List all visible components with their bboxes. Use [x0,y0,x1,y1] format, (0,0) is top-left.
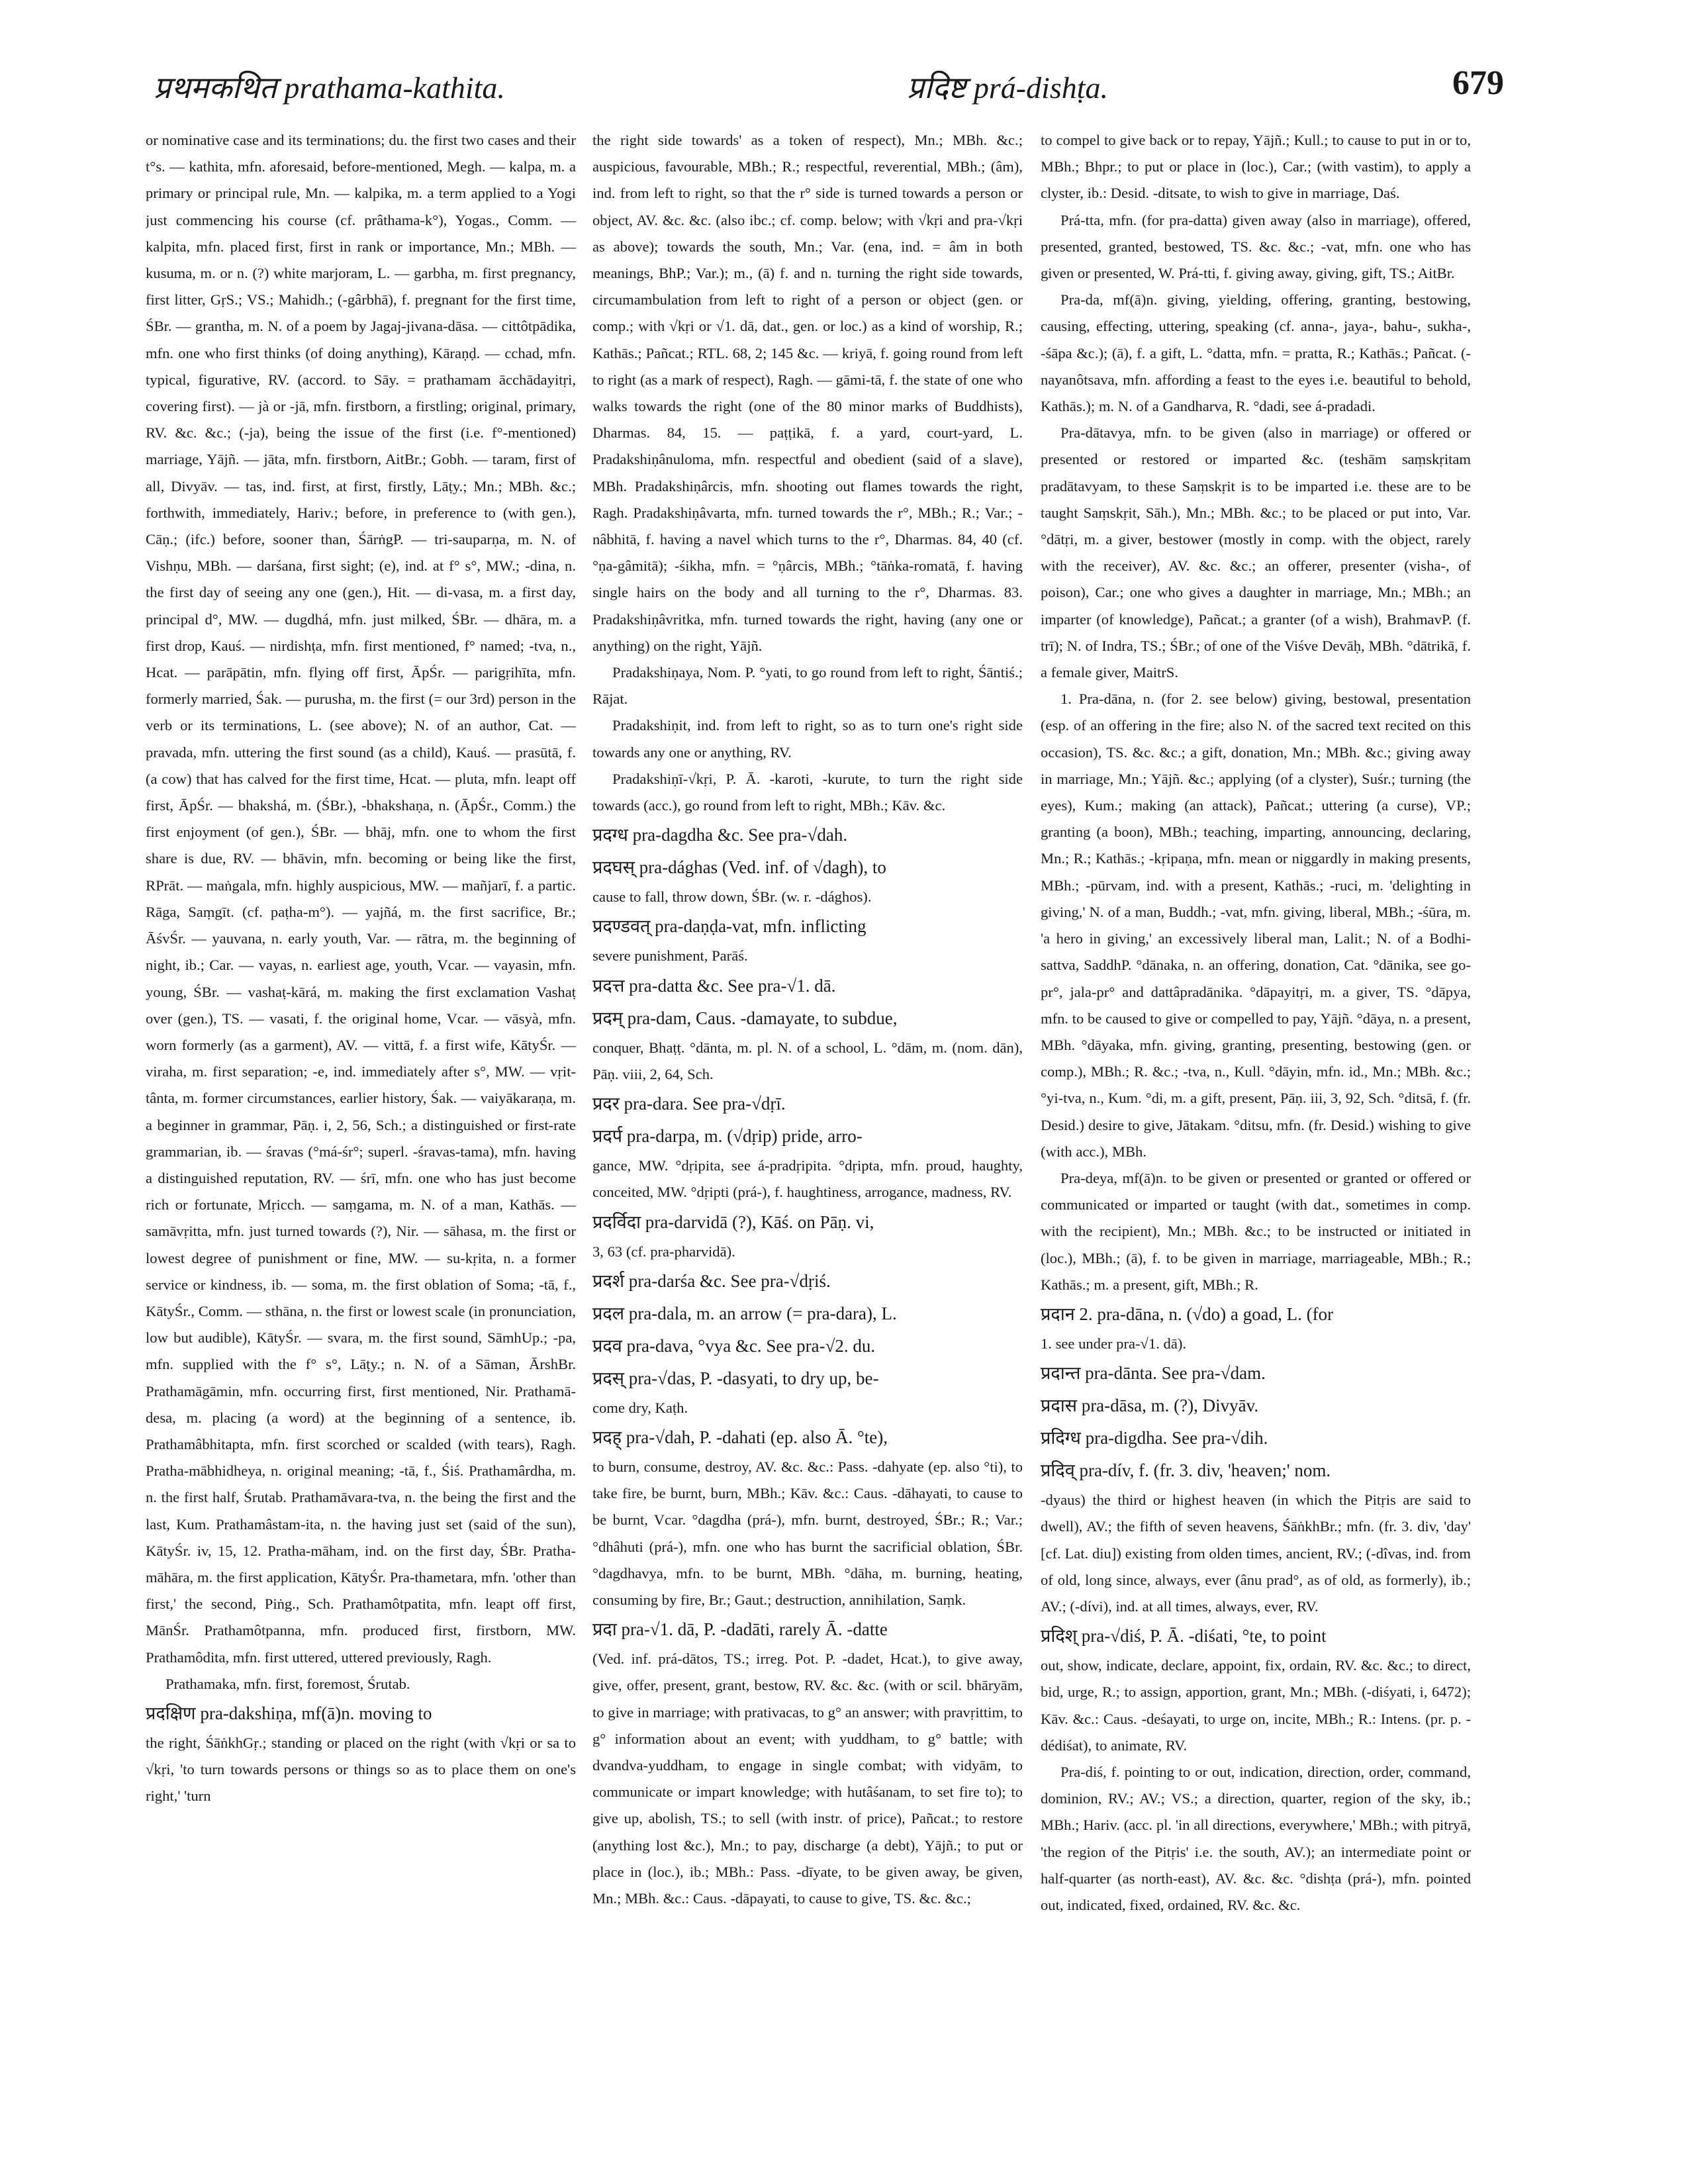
dictionary-entry-paragraph: प्रदर pra-dara. See pra-√dṛī. [592,1094,786,1114]
dictionary-entry-paragraph: come dry, Kaṭh. [592,1399,688,1416]
dictionary-entry-paragraph: प्रदव pra-dava, °vya &c. See pra-√2. du. [592,1335,876,1356]
dictionary-entry-paragraph: Pradakshiṇit, ind. from left to right, so as to turn one's right side towards any one or anything, RV. [592,717,1023,761]
dictionary-entry-paragraph: the right side towards' as a token of respect), Mn.; MBh. &c.; auspicious, favourable, MBh.; R.; respectful, reverential, MBh.; (âm), ind. from left to right, so that the r° side is turned towards a person or object, AV. &c. &c. (also ibc.; cf. comp. below; with √kṛi and pra-√kṛi as above); towards the south, Mn.; Var. (ena, ind. = âm in both meanings, BhP.; Var.); m., (ā) f. and n. turning the right side towards, circumambulation from left to right of a person or object (gen. or comp.; with √kṛi or √1. dā, dat., gen. or loc.) as a kind of worship, R.; Kathās.; Pañcat.; RTL. 68, 2; 145 &c. — kriyā, f. going round from left to right (as a mark of respect), Ragh. — gāmi-tā, f. the state of one who walks towards the right (one of the 80 minor marks of Buddhists), Dharmas. 84, 15. — paṭṭikā, f. a yard, court-yard, L. Pradakshiṇânuloma, mfn. respectful and obedient (said of a slave), MBh. Pradakshiṇârcis, mfn. shooting out flames towards the right, Ragh. Pradakshiṇâvarta, mfn. turned towards the r°, MBh.; R.; Var.; -nâbhitā, f. having a navel which turns to the r°, Dharmas. 84, 40 (cf. °ṇa-gâmitā); -śikha, mfn. = °ṇârcis, MBh.; °tāṅka-romatā, f. having single hairs on the body and all turning to the r°, Dharmas. 83. Pradakshiṇâvritka, mfn. turned towards the right, having (any one or anything) on the right, Yājñ. [592,132,1023,654]
dictionary-entry-paragraph: (Ved. inf. prá-dātos, TS.; irreg. Pot. P. -dadet, Hcat.), to give away, give, offer, present, grant, bestow, RV. &c. &c. (with or scil. bhāryām, to give in marriage; with prativacas, to g° an answer; with pravṛittim, to g° information about an event; with yuddham, to g° battle; with dvandva-yuddham, to engage in single combat; with vidyām, to communicate or impart knowledge; with hutâśanam, to set fire to); to give up, abolish, TS.; to sell (with instr. of price), Pañcat.; to restore (anything lost &c.), Mn.; to pay, discharge (a debt), Yājñ.; to put or place in (loc.), ib.; MBh.: Pass. -dīyate, to be given away, be given, Mn.; MBh. &c.: Caus. -dāpayati, to cause to give, TS. &c. &c.; [592,1650,1023,1907]
dictionary-entry-paragraph: प्रदह् pra-√dah, P. -dahati (ep. also Ā. °te), [592,1427,888,1447]
dictionary-entry-paragraph: Pra-deya, mf(ā)n. to be given or presented or granted or offered or communicated or imparted or taught (with dat., sometimes in comp. with the recipient), Mn.; MBh. &c.; to be instructed or initiated in (loc.), MBh.; (ā), f. to be given in marriage, marriageable, MBh.; R.; Kathās.; m. a present, gift, MBh.; R. [1041,1169,1471,1293]
dictionary-entry-paragraph: Pra-dātavya, mfn. to be given (also in marriage) or offered or presented or restored or imparted &c. (teshām saṃskṛitam pradātavyam, to these Saṃskṛit is to be imparted i.e. these are to be taught Saṃskṛit, Sāh.), Mn.; MBh. &c.; to be placed or put into, Var. °dātṛi, m. a giver, bestower (mostly in comp. with the object, rarely with the receiver), AV. &c. &c.; an offerer, presenter (visha-, of poison), Car.; one who gives a daughter in marriage, Mn.; MBh.; an imparter (of knowledge), Pañcat.; a granter (of a wish), BrahmavP. (f. trī); N. of Indra, TS.; ŚBr.; of one of the Viśve Devāḥ, MBh. °dātrikā, f. a female giver, MaitrS. [1041,424,1471,681]
dictionary-entry-paragraph: or nominative case and its terminations; du. the first two cases and their t°s. — kathita, mfn. aforesaid, before-mentioned, Megh. — kalpa, m. a primary or principal rule, Mn. — kalpika, m. a term applied to a Yogi just commencing his course (cf. prâthama-k°), Yogas., Comm. — kalpita, mfn. placed first, first in rank or importance, Mn.; MBh. — kusuma, m. or n. (?) white marjoram, L. — garbha, m. first pregnancy, first litter, GṛS.; VS.; Mahidh.; (-gârbhā), f. pregnant for the first time, ŚBr. — grantha, m. N. of a poem by Jagaj-jivana-dāsa. — cittôtpādika, mfn. one who first thinks (of doing anything), Kāraṇḍ. — cchad, mfn. typical, figurative, RV. (accord. to Sāy. = prathamam ācchādayitṛi, covering first). — jà or -jā, mfn. firstborn, a firstling; original, primary, RV. &c. &c.; (-ja), being the issue of the first (i.e. f°-mentioned) marriage, Yājñ. — jāta, mfn. firstborn, AitBr.; Gobh. — taram, first of all, Divyāv. — tas, ind. first, at first, firstly, Lāṭy.; Mn.; MBh. &c.; forthwith, immediately, Hariv.; before, in preference to (with gen.), Cāṇ.; (ifc.) before, sooner than, ŚārṅgP. — tri-sauparṇa, m. N. of Vishṇu, MBh. — darśana, first sight; (e), ind. at f° s°, MW.; -dina, n. the first day of seeing any one (gen.), Hit. — di-vasa, m. a first day, principal d°, MW. — dugdhá, mfn. just milked, ŚBr. — dhāra, m. a first drop, Kauś. — nirdishṭa, mfn. first mentioned, f° named; -tva, n., Hcat. — parāpātin, mfn. flying off first, ĀpŚr. — parigṛihīta, mfn. formerly married, Śak. — purusha, m. the first (= our 3rd) person in the verb or its terminations, L. (see above); N. of an author, Cat. — pravada, mfn. uttering the first sound (as a child), Kauś. — prasūtā, f. (a cow) that has calved for the first time, Hcat. — pluta, mfn. leapt off first, ĀpŚr. — bhakshá, m. (ŚBr.), -bhakshaṇa, n. (ĀpŚr., Comm.) the first enjoyment (of gen.), ŚBr. — bhāj, mfn. one to whom the first share is due, RV. — bhāvin, mfn. becoming or being like the first, RPrāt. — maṅgala, mfn. highly auspicious, MW. — mañjarī, f. a partic. Rāga, Saṃgīt. (cf. paṭha-m°). — yajñá, m. the first sacrifice, Br.; ĀśvŚr. — yauvana, n. early youth, Var. — rātra, m. the beginning of night, ib.; Car. — vayas, n. earliest age, youth, Vcar. — vayasin, mfn. young, ŚBr. — vashaṭ-kārá, m. making the first exclamation Vashaṭ over (gen.), TS. — vasati, f. the original home, Vcar. — vāsyà, mfn. worn formerly (as a garment), AV. — vittā, f. a first wife, KātyŚr. — viraha, m. first separation; -e, ind. immediately after s°, MW. — vṛit-tânta, m. former circumstances, earlier history, Śak. — vaiyākaraṇa, m. a beginner in grammar, Pāṇ. i, 2, 56, Sch.; a distinguished or first-rate grammarian, ib. — śravas (°má-śr°; superl. -śravas-tama), mfn. having a distinguished reputation, RV. — śrī, mfn. one who has just become rich or fortunate, Mṛicch. — saṃgama, m. N. of a man, Kathās. — samāvṛitta, mfn. just turned towards (?), Nir. — sāhasa, m. the first or lowest degree of punishment or fine, MW. — su-kṛita, n. a former service or kindness, ib. — soma, m. the first oblation of Soma; -tā, f., KātyŚr., Comm. — sthāna, n. the first or lowest scale (in pronunciation, low but audible), KātyŚr. — svara, m. the first sound, SāmhUp.; -pa, mfn. supplied with the f° s°, Lāṭy.; n. N. of a Sāman, ĀrshBr. Prathamāgāmin, mfn. occurring first, first mentioned, Nir. Prathamā-desa, m. placing (a word) at the beginning of a sentence, ib. Prathamâbhitapta, mfn. first scorched or scalded (with tears), Ragh. Pratha-mābhidheya, n. original meaning; -tā, f., Śiś. Prathamârdha, m. n. the first half, Śrutab. Prathamāvara-tva, n. the being the first and the last, Kum. Prathamâstam-ita, n. the having just set (said of the sun), KātyŚr. iv, 15, 12. Pratha-māham, ind. on the first day, ŚBr. Pratha-māhāra, m. the first application, KātyŚr. Pra-thametara, mfn. 'other than first,' the second, Piṅg., Sch. Prathamôtpatita, mfn. leapt off first, MānŚr. Prathamôtpanna, mfn. produced first, firstborn, MW. Prathamôdita, mfn. first uttered, uttered previously, Ragh. [146,132,576,1666]
dictionary-entry-paragraph: to burn, consume, destroy, AV. &c. &c.: Pass. -dahyate (ep. also °ti), to take fire, be burnt, burn, MBh.; Kāv. &c.: Caus. -dāhayati, to cause to be burnt, Vcar. °dagdha (prá-), mfn. burnt, destroyed, ŚBr.; R.; Var.; °dhâhuti (prá-), mfn. one who has burnt the sacrificial oblation, ŚBr. °dagdhavya, mfn. to be burnt, MBh. °dāha, m. burning, heating, consuming by fire, Br.; Gaut.; destruction, annihilation, Saṃk. [592,1458,1023,1608]
running-header [154,66,1504,119]
dictionary-entry-paragraph: प्रदिश् pra-√diś, P. Ā. -diśati, °te, to point [1041,1626,1327,1646]
dictionary-entry-paragraph: प्रदिग्ध pra-digdha. See pra-√dih. [1041,1428,1268,1448]
dictionary-entry-paragraph: प्रदम् pra-dam, Caus. -damayate, to subdue, [592,1008,898,1028]
dictionary-entry-paragraph: 3, 63 (cf. pra-pharvidā). [592,1243,735,1260]
dictionary-entry-paragraph: Pradakshiṇī-√kṛi, P. Ā. -karoti, -kurute, to turn the right side towards (acc.), go round from left to right, MBh.; Kāv. &c. [592,770,1023,814]
dictionary-entry-paragraph: -dyaus) the third or highest heaven (in which the Pitṛis are said to dwell), AV.; the fifth of seven heavens, ŚāṅkhBr.; mfn. (fr. 3. div, 'day' [cf. Lat. diu]) existing from olden times, ancient, RV.; (-dîvas, ind. from of old, long since, always, ever (ânu prad°, as of old, as formerly), ib.; AV.; (-dívi), ind. at all times, always, ever, RV. [1041,1492,1471,1615]
dictionary-entry-paragraph: प्रदर्विदा pra-darvidā (?), Kāś. on Pāṇ. vi, [592,1211,874,1232]
page-number: 679 [1452,64,1504,102]
dictionary-entry-paragraph: Pra-diś, f. pointing to or out, indication, direction, order, command, dominion, RV.; AV.; VS.; a direction, quarter, region of the sky, ib.; MBh.; Hariv. (acc. pl. 'in all directions, everywhere,' MBh.; with pitryā, 'the region of the Pitṛis' i.e. the south, AV.); an intermediate point or half-quarter (as north-east), AV. &c. &c. °dishṭa (prá-), mfn. pointed out, indicated, fixed, ordained, RV. &c. &c. [1041,1763,1471,1913]
column-right [1041,127,1471,2140]
dictionary-entry-paragraph: to compel to give back or to repay, Yājñ.; Kull.; to cause to put in or to, MBh.; Bhpr.; to put or place in (loc.), Car.; (with vastim), to apply a clyster, ib.: Desid. -ditsate, to wish to give in marriage, Daś. [1041,132,1471,202]
dictionary-entry-paragraph: out, show, indicate, declare, appoint, fix, ordain, RV. &c. &c.; to direct, bid, urge, R.; to assign, apportion, grant, Mn.; MBh. (-diśyati, i, 6472); Kāv. &c.: Caus. -deśayati, to urge on, incite, MBh.; R.: Intens. (pr. p. -dédiśat), to animate, RV. [1041,1657,1471,1754]
dictionary-entry-paragraph: प्रदर्प pra-darpa, m. (√dṛip) pride, arro- [592,1126,863,1147]
dictionary-entry-paragraph: प्रदल pra-dala, m. an arrow (= pra-dara), L. [592,1303,897,1323]
dictionary-entry-paragraph: प्रदघस् pra-dághas (Ved. inf. of √dagh), to [592,857,886,878]
header-left-headword: प्रथमकथित prathama-kathita. [154,71,505,105]
dictionary-entry-paragraph: प्रदिव् pra-dív, f. (fr. 3. div, 'heaven;' nom. [1041,1460,1331,1481]
dictionary-entry-paragraph: 1. Pra-dāna, n. (for 2. see below) giving, bestowal, presentation (esp. of an offering in the fire; also N. of the sacred text recited on this occasion), TS. &c. &c.; a gift, donation, Mn.; MBh. &c.; giving away in marriage, Mn.; Yājñ. &c.; applying (of a clyster), Suśr.; turning (the eyes), Kum.; making (an attack), Pañcat.; uttering (a curse), VP.; granting (a boon), MBh.; teaching, imparting, announcing, declaring, Mn.; R.; Kathās.; -kṛipaṇa, mfn. mean or niggardly in making presents, MBh.; -pūrvam, ind. with a present, Kathās.; -ruci, m. 'delighting in giving,' N. of a man, Buddh.; -vat, mfn. giving, liberal, MBh.; -śūra, m. 'a hero in giving,' an excessively liberal man, Lalit.; N. of a Bodhi-sattva, SaddhP. °dānaka, n. an offering, donation, Cat. °dānika, see go-pr°, jala-pr° and dattâpradānika. °dāpayitṛi, m. a giver, TS. °dāpya, mfn. to be caused to give or compelled to pay, Yājñ. °dāya, n. a present, MBh. °dāyaka, mfn. giving, granting, presenting, bestowing (gen. or comp.), MBh.; R. &c.; -tva, n., Kull. °dāyin, mfn. id., Mn.; MBh. &c.; °yi-tva, n., Kum. °di, m. a gift, present, Pāṇ. iii, 3, 92, Sch. °ditsā, f. (fr. Desid.) desire to give, Jātakam. °ditsu, mfn. (fr. Desid.) wishing to give (with acc.), MBh. [1041,690,1471,1160]
dictionary-entry-paragraph: प्रदर्श pra-darśa &c. See pra-√dṛiś. [592,1270,831,1291]
dictionary-entry-paragraph: प्रदान 2. pra-dāna, n. (√do) a goad, L. (for [1041,1304,1334,1324]
dictionary-entry-paragraph: severe punishment, Parāś. [592,947,748,965]
dictionary-entry-paragraph: gance, MW. °dṛipita, see á-pradṛipita. °dṛipta, mfn. proud, haughty, conceited, MW. °dṛipti (prá-), f. haughtiness, arrogance, madness, RV. [592,1157,1023,1201]
header-center-headword: प्रदिष्ट prá-dishṭa. [907,71,1109,105]
dictionary-entry-paragraph: प्रदक्षिण pra-dakshiṇa, mf(ā)n. moving to [146,1703,432,1723]
column-left [146,127,576,2140]
dictionary-entry-paragraph: प्रदग्ध pra-dagdha &c. See pra-√dah. [592,825,848,845]
dictionary-entry-paragraph: प्रदास pra-dāsa, m. (?), Divyāv. [1041,1396,1259,1416]
dictionary-entry-paragraph: conquer, Bhaṭṭ. °dānta, m. pl. N. of a school, L. °dām, m. (nom. dān), Pāṇ. viii, 2, 64, Sch. [592,1039,1023,1082]
dictionary-entry-paragraph: प्रदान्त pra-dānta. See pra-√dam. [1041,1363,1266,1384]
dictionary-entry-paragraph: Prathamaka, mfn. first, foremost, Śrutab. [165,1675,410,1692]
dictionary-entry-paragraph: Prá-tta, mfn. (for pra-datta) given away (also in marriage), offered, presented, granted, bestowed, TS. &c. &c.; -vat, mfn. one who has given or presented, W. Prá-tti, f. giving away, giving, gift, TS.; AitBr. [1041,211,1471,282]
dictionary-entry-paragraph: Pradakshiṇaya, Nom. P. °yati, to go round from left to right, Śāntiś.; Rājat. [592,664,1023,708]
dictionary-entry-paragraph: प्रदस् pra-√das, P. -dasyati, to dry up, be- [592,1368,879,1388]
dictionary-entry-paragraph: cause to fall, throw down, ŚBr. (w. r. -dághos). [592,888,872,906]
dictionary-entry-paragraph: 1. see under pra-√1. dā). [1041,1335,1187,1352]
dictionary-entry-paragraph: प्रदा pra-√1. dā, P. -dadāti, rarely Ā. -datte [592,1619,888,1640]
dictionary-entry-paragraph: प्रदत्त pra-datta &c. See pra-√1. dā. [592,975,836,996]
dictionary-entry-paragraph: the right, ŚāṅkhGṛ.; standing or placed on the right (with √kṛi or sa to √kṛi, 'to turn towards persons or things so as to place them on one's right,' 'turn [146,1734,576,1805]
column-middle [592,127,1023,2140]
dictionary-entry-paragraph: Pra-da, mf(ā)n. giving, yielding, offering, granting, bestowing, causing, effecting, uttering, speaking (cf. anna-, jaya-, bahu-, sukha-, -śāpa &c.); (ā), f. a gift, L. °datta, mfn. = pratta, R.; Kathās.; Pañcat. (-nayanôtsava, mfn. affording a feast to the eyes i.e. beautiful to behold, Kathās.); m. N. of a Gandharva, R. °dadi, see á-pradadi. [1041,291,1471,415]
dictionary-entry-paragraph: प्रदण्डवत् pra-daṇḍa-vat, mfn. inflicting [592,916,866,937]
